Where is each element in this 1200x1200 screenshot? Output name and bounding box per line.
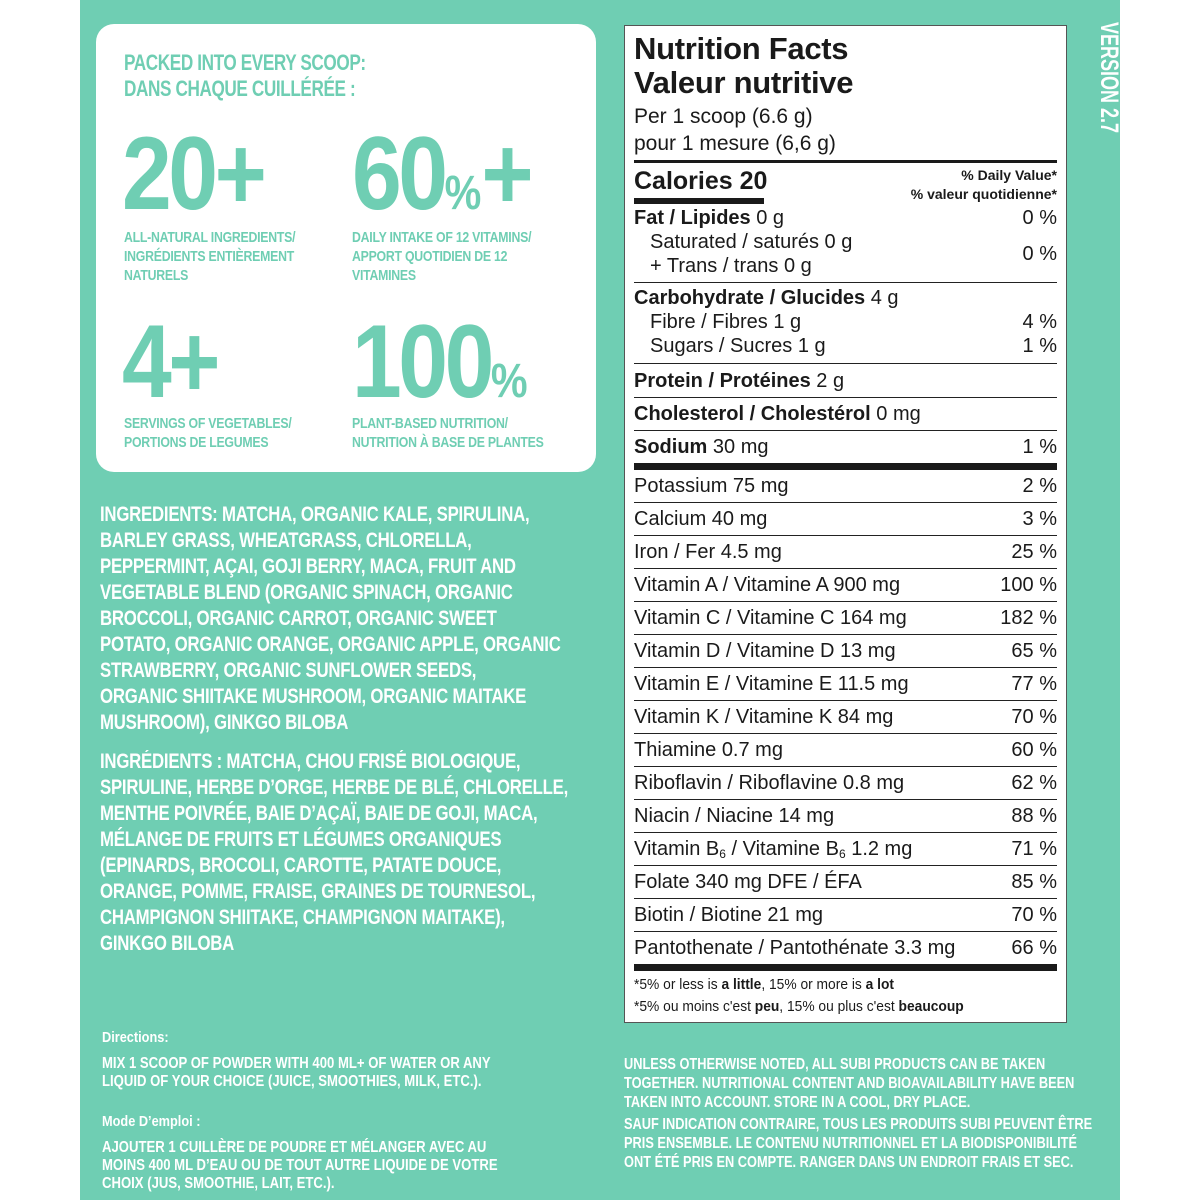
micronutrient-list bbox=[634, 470, 1057, 833]
storage-note-en: UNLESS OTHERWISE NOTED, ALL SUBI PRODUCTS CAN BE TAKEN TOGETHER. NUTRITIONAL CONTENT AND BIOAVAILABILITY HAVE BEEN TAKEN INTO ACCOUNT. STORE IN A COOL, DRY PLACE. bbox=[624, 1056, 1075, 1111]
stat-suffix: + bbox=[168, 304, 218, 420]
nutrient-label: Vitamin D / Vitamine D 13 mg bbox=[634, 640, 896, 662]
directions-title-en: Directions: bbox=[102, 1029, 169, 1046]
divider bbox=[634, 282, 1057, 283]
nutrient-daily-value: 25 % bbox=[1011, 541, 1057, 563]
nutrient-daily-value: 65 % bbox=[1011, 640, 1057, 662]
stat-plant-based-caption: PLANT-BASED NUTRITION/ NUTRITION À BASE DE PLANTES bbox=[352, 415, 544, 451]
directions-text-en: MIX 1 SCOOP OF POWDER WITH 400 ML+ OF WATER OR ANY LIQUID OF YOUR CHOICE (JUICE, SMOOTHIES, MILK, ETC.). bbox=[102, 1055, 491, 1090]
micronutrient-row bbox=[634, 503, 1057, 535]
nutrient-daily-value: 88 % bbox=[1011, 805, 1057, 827]
nutrient-label: Riboflavin / Riboflavine 0.8 mg bbox=[634, 772, 905, 794]
highlights-heading-fr: DANS CHAQUE CUILLÉRÉE : bbox=[124, 76, 356, 101]
nutrient-daily-value: 77 % bbox=[1011, 673, 1057, 695]
divider bbox=[634, 463, 1057, 470]
nutrient-label: Niacin / Niacine 14 mg bbox=[634, 805, 835, 827]
stat-ingredients-caption: ALL-NATURAL INGREDIENTS/ INGRÉDIENTS ENTIÈREMENT NATURELS bbox=[124, 229, 296, 284]
ingredients-en: INGREDIENTS: MATCHA, ORGANIC KALE, SPIRULINA, BARLEY GRASS, WHEATGRASS, CHLORELLA, PEPPERMINT, AÇAI, GOJI BERRY, MACA, FRUIT AND VEGETABLE BLEND (ORGANIC SPINACH, ORGANIC BROCCOLI, ORGANIC CARROT, ORGANIC SWEET POTATO, ORGANIC ORANGE, ORGANIC APPLE, ORGANIC STRAWBERRY, ORGANIC SUNFLOWER SEEDS, ORGANIC SHIITAKE MUSHROOM, ORGANIC MAITAKE MUSHROOM), GINKGO BILOBA bbox=[100, 503, 561, 734]
storage-note-fr: SAUF INDICATION CONTRAIRE, TOUS LES PRODUITS SUBI PEUVENT ÊTRE PRIS ENSEMBLE. LE CONTENU NUTRITIONNEL ET LA BIODISPONIBILITÉ ONT ÉTÉ PRIS EN COMPTE. RANGER DANS UN ENDROIT FRAIS ET SEC. bbox=[624, 1116, 1093, 1171]
nutrient-label: Iron / Fer 4.5 mg bbox=[634, 541, 782, 563]
micronutrient-row bbox=[634, 734, 1057, 766]
saturated-trans-row: Saturated / saturés 0 g + Trans / trans 0 g 0 % bbox=[650, 231, 1057, 277]
micronutrient-row bbox=[634, 536, 1057, 568]
nutrition-title-fr: Valeur nutritive bbox=[634, 65, 854, 100]
micronutrient-row bbox=[634, 569, 1057, 601]
daily-value-header: % Daily Value* % valeur quotidienne* bbox=[910, 167, 1057, 202]
nutrient-label: Biotin / Biotine 21 mg bbox=[634, 904, 823, 926]
nutrient-label: Pantothenate / Pantothénate 3.3 mg bbox=[634, 937, 956, 959]
micronutrient-row bbox=[634, 668, 1057, 700]
version-label: VERSION 2.7 bbox=[1095, 22, 1123, 134]
stat-unit: % bbox=[490, 355, 528, 408]
directions-text-fr: AJOUTER 1 CUILLÈRE DE POUDRE ET MÉLANGER AVEC AU MOINS 400 ML D’EAU OU DE TOUT AUTRE LIQUIDE DE VOTRE CHOIX (JUS, SMOOTHIE, LAIT, ETC.). bbox=[102, 1139, 498, 1192]
highlights-card bbox=[96, 24, 596, 472]
sugars-row: Sugars / Sucres 1 g 1 % bbox=[650, 335, 1057, 357]
calories-row bbox=[634, 166, 1057, 204]
micronutrient-row bbox=[634, 866, 1057, 898]
protein-row: Protein / Protéines 2 g bbox=[634, 370, 845, 392]
stat-suffix: + bbox=[481, 116, 531, 232]
highlights-heading-en: PACKED INTO EVERY SCOOP: bbox=[124, 50, 366, 75]
nutrient-label: Vitamin E / Vitamine E 11.5 mg bbox=[634, 673, 909, 695]
nutrient-daily-value: 62 % bbox=[1011, 772, 1057, 794]
nutrient-daily-value: 70 % bbox=[1011, 706, 1057, 728]
micronutrient-row bbox=[634, 932, 1057, 964]
nutrient-label: Calcium 40 mg bbox=[634, 508, 768, 530]
ingredients-fr: INGRÉDIENTS : MATCHA, CHOU FRISÉ BIOLOGIQUE, SPIRULINE, HERBE D’ORGE, HERBE DE BLÉ, CHLORELLE, MENTHE POIVRÉE, BAIE D’AÇAÏ, BAIE DE GOJI, MACA, MÉLANGE DE FRUITS ET LÉGUMES ORGANIQUES (EPINARDS, BROCOLI, CAROTTE, PATATE DOUCE, ORANGE, POMME, FRAISE, GRAINES DE TOURNESOL, CHAMPIGNON SHIITAKE, CHAMPIGNON MAITAKE), GINKGO BILOBA bbox=[100, 750, 569, 955]
micronutrient-row bbox=[634, 800, 1057, 832]
stat-vitamins-caption: DAILY INTAKE OF 12 VITAMINS/ APPORT QUOTIDIEN DE 12 VITAMINES bbox=[352, 229, 532, 284]
nutrient-daily-value: 85 % bbox=[1011, 871, 1057, 893]
stat-vitamins bbox=[352, 116, 559, 244]
nutrient-daily-value: 182 % bbox=[1000, 607, 1057, 629]
stat-number: 20 bbox=[122, 116, 215, 232]
micronutrient-list-2 bbox=[634, 866, 1057, 964]
directions-title-fr: Mode D’emploi : bbox=[102, 1113, 201, 1130]
micronutrient-row bbox=[634, 602, 1057, 634]
fibre-row: Fibre / Fibres 1 g 4 % bbox=[650, 311, 1057, 333]
fat-row: Fat / Lipides 0 g 0 % bbox=[634, 207, 1057, 229]
nutrient-label: Potassium 75 mg bbox=[634, 475, 789, 497]
micronutrient-row bbox=[634, 701, 1057, 733]
serving-size-fr: pour 1 mesure (6,6 g) bbox=[634, 132, 836, 155]
nutrient-daily-value: 60 % bbox=[1011, 739, 1057, 761]
nutrition-title-en: Nutrition Facts bbox=[634, 31, 849, 66]
divider bbox=[634, 160, 1057, 163]
carbohydrate-row: Carbohydrate / Glucides 4 g bbox=[634, 287, 899, 309]
micronutrient-row-b6: Vitamin $B_6$ / Vitamine $B_6$ 1.2 mg 71 % bbox=[634, 838, 1057, 861]
nutrition-facts-table bbox=[624, 25, 1067, 1023]
footnote-fr: *5% ou moins c'est peu, 15% ou plus c'est beaucoup bbox=[634, 998, 964, 1015]
stat-vegetables bbox=[122, 304, 233, 420]
nutrient-daily-value: 70 % bbox=[1011, 904, 1057, 926]
divider bbox=[634, 198, 764, 204]
stat-ingredients bbox=[122, 116, 286, 232]
stat-number: 4 bbox=[122, 304, 169, 420]
sodium-row: Sodium 30 mg 1 % bbox=[634, 436, 1057, 458]
stat-unit: % bbox=[444, 167, 482, 220]
divider bbox=[634, 964, 1057, 971]
nutrient-daily-value: 3 % bbox=[1022, 508, 1057, 530]
stat-number: 60 bbox=[352, 116, 445, 232]
footnote-en: *5% or less is a little, 15% or more is a lot bbox=[634, 976, 895, 993]
nutrient-label: Folate 340 mg DFE / ÉFA bbox=[634, 871, 862, 893]
nutrient-daily-value: 2 % bbox=[1022, 475, 1057, 497]
serving-size-en: Per 1 scoop (6.6 g) bbox=[634, 105, 813, 128]
micronutrient-row bbox=[634, 899, 1057, 931]
micronutrient-row bbox=[634, 767, 1057, 799]
nutrient-label: Thiamine 0.7 mg bbox=[634, 739, 783, 761]
micronutrient-row bbox=[634, 635, 1057, 667]
calories-value: Calories 20 bbox=[634, 167, 768, 195]
nutrient-label: Vitamin C / Vitamine C 164 mg bbox=[634, 607, 907, 629]
cholesterol-row: Cholesterol / Cholestérol 0 mg bbox=[634, 403, 921, 425]
stat-number: 100 bbox=[352, 304, 491, 420]
micronutrient-row bbox=[634, 470, 1057, 502]
stat-suffix: + bbox=[214, 116, 264, 232]
nutrient-label: Vitamin K / Vitamine K 84 mg bbox=[634, 706, 894, 728]
nutrient-daily-value: 100 % bbox=[1000, 574, 1057, 596]
stat-vegetables-caption: SERVINGS OF VEGETABLES/ PORTIONS DE LEGUMES bbox=[124, 415, 292, 451]
nutrient-label: Vitamin A / Vitamine A 900 mg bbox=[634, 574, 901, 596]
nutrient-daily-value: 66 % bbox=[1011, 937, 1057, 959]
